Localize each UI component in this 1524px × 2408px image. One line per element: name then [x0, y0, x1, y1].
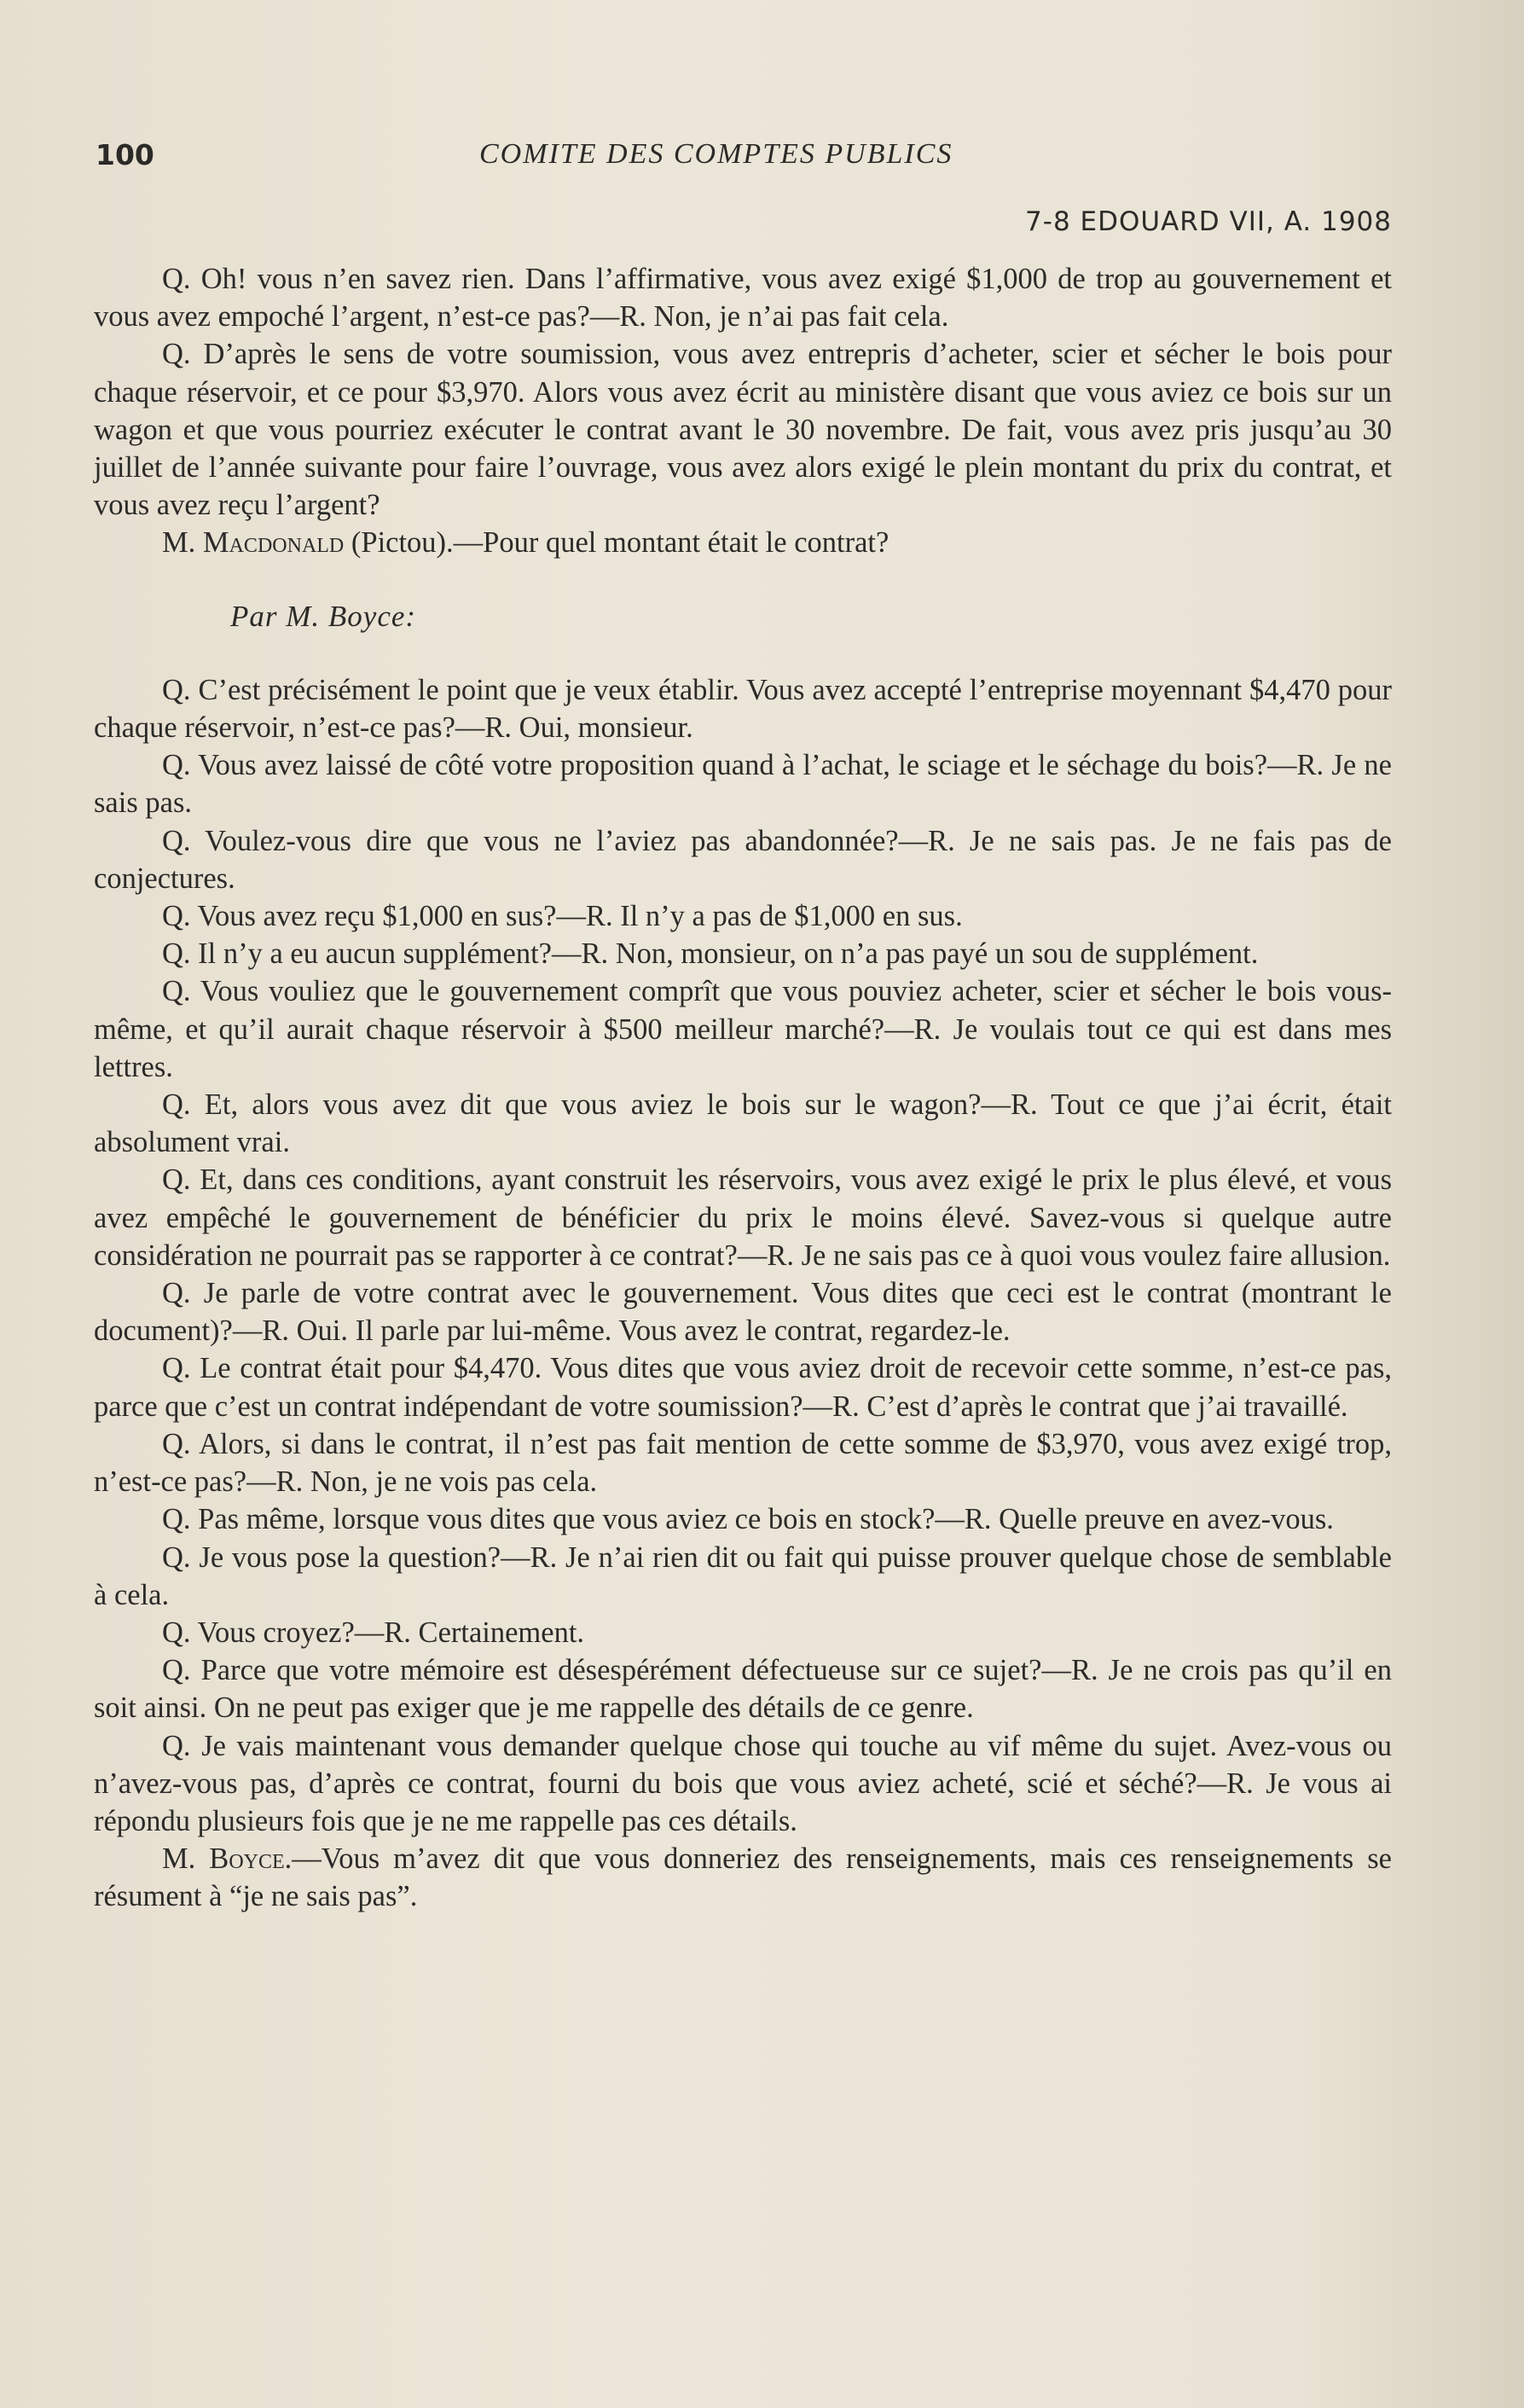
paragraph: Q. Il n’y a eu aucun supplément?—R. Non, monsieur, on n’a pas payé un sou de supplément.	[162, 937, 1259, 971]
paragraph: Q. D’après le sens de votre soumission, vous avez entrepris d’acheter, scier et sécher le bois pour chaque réservoir, et ce pour $3,970. Alors vous avez écrit au ministère disant que vous aviez ce bois sur un wagon et que vous pourriez exécuter le contrat avant le 30 novembre. De fait, vous avez pris jusqu’au 30 juillet de l’année suivante pour faire l’ouvrage, vous avez alors exigé le plein montant du prix du contrat, et vous avez reçu l’argent?	[94, 338, 1392, 522]
paragraph: Q. Je vais maintenant vous demander quelque chose qui touche au vif même du sujet. Avez-vous ou n’avez-vous pas, d’après ce contrat, fourni du bois que vous aviez acheté, scié et séché?—R. Je vous ai répondu plusieurs fois que je ne me rappelle pas ces détails.	[94, 1729, 1392, 1837]
paragraph: Q. Oh! vous n’en savez rien. Dans l’affirmative, vous avez exigé $1,000 de trop au gouvernement et vous avez empoché l’argent, n’est-ce pas?—R. Non, je n’ai pas fait cela.	[94, 263, 1392, 334]
speech-text: (Pictou).—Pour quel montant était le contrat?	[344, 526, 889, 560]
speaker-name: M. Macdonald	[162, 526, 345, 560]
paragraph: Q. Voulez-vous dire que vous ne l’aviez pas abandonnée?—R. Je ne sais pas. Je ne fais pas de conjectures.	[94, 824, 1392, 895]
paragraph: Q. Vous croyez?—R. Certainement.	[162, 1616, 585, 1649]
paragraph: Q. Je parle de votre contrat avec le gouvernement. Vous dites que ceci est le contrat (montrant le document)?—R. Oui. Il parle par lui-même. Vous avez le contrat, regardez-le.	[94, 1277, 1392, 1348]
page-header	[96, 138, 1392, 181]
paragraph: Q. Vous avez reçu $1,000 en sus?—R. Il n’y a pas de $1,000 en sus.	[162, 900, 963, 933]
section-heading: Par M. Boyce:	[230, 599, 417, 633]
speaker-name: M. Boyce	[162, 1842, 285, 1876]
paragraph: Q. Et, dans ces conditions, ayant construit les réservoirs, vous avez exigé le prix le plus élevé, et vous avez empêché le gouvernement de bénéficier du prix le moins élevé. Savez-vous si quelque autre considération ne pourrait pas se rapporter à ce contrat?—R. Je ne sais pas ce à quoi vous voulez faire allusion.	[94, 1163, 1392, 1272]
paragraph: Q. Pas même, lorsque vous dites que vous aviez ce bois en stock?—R. Quelle preuve en avez-vous.	[162, 1503, 1334, 1536]
paragraph: Q. Alors, si dans le contrat, il n’est pas fait mention de cette somme de $3,970, vous avez exigé trop, n’est-ce pas?—R. Non, je ne vois pas cela.	[94, 1427, 1392, 1499]
session-label: 7-8 EDOUARD VII, A. 1908	[1025, 206, 1392, 237]
speech-boyce	[94, 1840, 1392, 1915]
paragraph: Q. Et, alors vous avez dit que vous aviez le bois sur le wagon?—R. Tout ce que j’ai écrit, était absolument vrai.	[94, 1088, 1392, 1159]
speech-text: .—Vous m’avez dit que vous donneriez des renseignements, mais ces renseignements se résument à “je ne sais pas”.	[94, 1842, 1392, 1913]
paragraph: Q. Le contrat était pour $4,470. Vous dites que vous aviez droit de recevoir cette somme, n’est-ce pas, parce que c’est un contrat indépendant de votre soumission?—R. C’est d’après le contrat que j’ai travaillé.	[94, 1352, 1392, 1423]
paragraph: Q. Parce que votre mémoire est désespérément défectueuse sur ce sujet?—R. Je ne crois pas qu’il en soit ainsi. On ne peut pas exiger que je me rappelle des détails de ce genre.	[94, 1654, 1392, 1725]
paragraph: Q. Vous avez laissé de côté votre proposition quand à l’achat, le sciage et le séchage du bois?—R. Je ne sais pas.	[94, 749, 1392, 820]
page-number: 100	[96, 138, 154, 171]
paragraph: Q. Vous vouliez que le gouvernement comprît que vous pouviez acheter, scier et sécher le bois vous-même, et qu’il aurait chaque réservoir à $500 meilleur marché?—R. Je voulais tout ce qui est dans mes lettres.	[94, 975, 1392, 1083]
speech-macdonald	[94, 524, 1392, 561]
paragraph: Q. C’est précisément le point que je veux établir. Vous avez accepté l’entreprise moyennant $4,470 pour chaque réservoir, n’est-ce pas?—R. Oui, monsieur.	[94, 673, 1392, 745]
paragraph: Q. Je vous pose la question?—R. Je n’ai rien dit ou fait qui puisse prouver quelque chose de semblable à cela.	[94, 1541, 1392, 1611]
running-title: COMITE DES COMPTES PUBLICS	[479, 138, 953, 170]
body-text	[94, 260, 1392, 1916]
